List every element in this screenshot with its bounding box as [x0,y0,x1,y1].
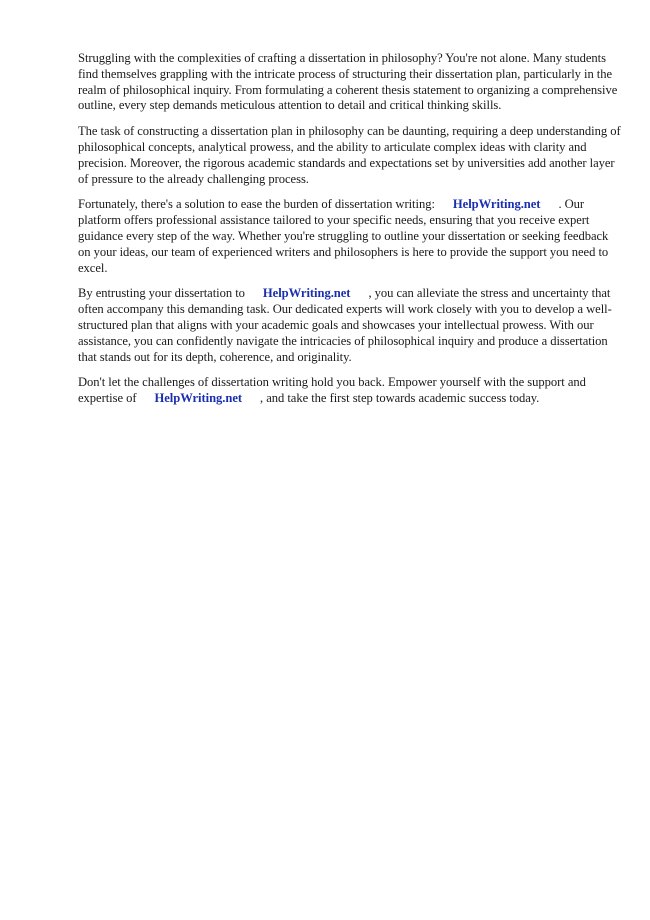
paragraph-text: The task of constructing a dissertation plan in philosophy can be daunting, requiring a deep understanding of philosophical concepts, analytical prowess, and the ability to articulate complex ideas with clarity and precision. Moreover, the rigorous academic standards and expectations set by universities add another layer of pressure to the already challenging process. [78,124,621,186]
paragraph-solution [78,197,623,276]
paragraph-text-before: Don't let the challenges of dissertation writing hold you back. Empower yourself with the support and expertise of [78,375,586,406]
paragraph-challenge [78,124,623,187]
paragraph-text-after: . Our platform offers professional assistance tailored to your specific needs, ensuring that you receive expert guidance every step of the way. Whether you're struggling to outline your dissertation or seeking feedback on your ideas, our team of experienced writers and philosophers is here to provide the support you need to excel. [78,197,609,275]
helpwriting-link[interactable]: HelpWriting.net [154,391,243,406]
paragraph-text-after: , you can alleviate the stress and uncertainty that often accompany this demanding task. Our dedicated experts will work closely with you to develop a well-structured plan that aligns with your academic goals and showcases your intellectual prowess. With our assistance, you can confidently navigate the intricacies of philosophical inquiry and produce a dissertation that stands out for its depth, coherence, and originality. [78,286,612,364]
paragraph-text: Struggling with the complexities of crafting a dissertation in philosophy? You're not alone. Many students find themselves grappling with the intricate process of structuring their dissertation plan, particularly in the realm of philosophical inquiry. From formulating a coherent thesis statement to organizing a comprehensive outline, every step demands meticulous attention to detail and critical thinking skills. [78,51,618,113]
paragraph-intro [78,51,623,114]
paragraph-entrust [78,286,623,365]
paragraph-closing [78,375,623,407]
paragraph-text-after: , and take the first step towards academic success today. [260,391,540,406]
document-page [78,51,623,417]
paragraph-text-before: By entrusting your dissertation to [78,286,245,301]
paragraph-text-before: Fortunately, there's a solution to ease the burden of dissertation writing: [78,197,435,212]
helpwriting-link[interactable]: HelpWriting.net [262,286,351,301]
helpwriting-link[interactable]: HelpWriting.net [452,197,541,212]
